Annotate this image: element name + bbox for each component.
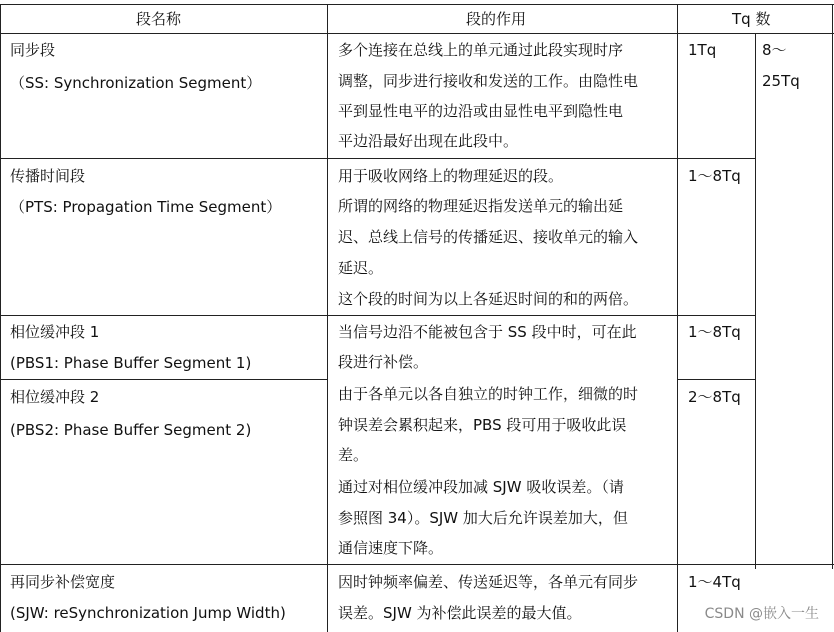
header-name: 段名称 [136,10,182,28]
row2-desc-2: 所谓的网络的物理延迟指发送单元的输出延 [338,197,624,215]
row3-tq: 1～8Tq [688,323,741,341]
row4-desc-2: 钟误差会累积起来，PBS 段可用于吸收此误 [338,416,627,434]
total-tq-line2: 25Tq [762,72,800,90]
row3-desc-1: 当信号边沿不能被包含于 SS 段中时，可在此 [338,323,637,341]
row1-desc-4: 平边沿最好出现在此段中。 [338,132,519,150]
row4-name-en: (PBS2: Phase Buffer Segment 2) [10,421,252,439]
total-tq-line1: 8～ [762,41,787,59]
row1-tq: 1Tq [688,41,717,59]
table-border-left [0,4,1,632]
csdn-watermark: CSDN @嵌入一生 [702,602,822,624]
header-function: 段的作用 [466,10,527,28]
row1-desc-2: 调整，同步进行接收和发送的工作。由隐性电 [338,72,639,90]
row4-tq: 2～8Tq [688,388,741,406]
row4-name-cn: 相位缓冲段 2 [10,388,100,406]
row5-desc-1: 因时钟频率偏差、传送延迟等，各单元有同步 [338,573,639,591]
row4-desc-5: 参照图 34）。SJW 加大后允许误差加大，但 [338,509,628,527]
row5-name-cn: 再同步补偿宽度 [10,573,116,591]
header-divider [0,33,834,34]
row-divider-3b [677,379,755,380]
row2-desc-1: 用于吸收网络上的物理延迟的段。 [338,167,564,185]
table-border-top [0,4,834,5]
header-tq: Tq 数 [732,10,771,28]
row3-name-en: (PBS1: Phase Buffer Segment 1) [10,354,252,372]
row1-name-cn: 同步段 [10,41,56,59]
col-divider-2 [677,4,678,632]
row1-desc-3: 平到显性电平的边沿或由显性电平到隐性电 [338,102,624,120]
row4-desc-6: 通信速度下降。 [338,539,444,557]
row4-desc-3: 差。 [338,446,369,464]
row4-desc-4: 通过对相位缓冲段加减 SJW 吸收误差。（请 [338,478,624,496]
row-divider-1 [0,158,755,159]
col-divider-1 [327,4,328,632]
table-border-right [832,4,833,569]
row2-name-en: （PTS: Propagation Time Segment） [10,198,282,216]
row5-tq: 1～4Tq [688,573,741,591]
row2-desc-5: 这个段的时间为以上各延迟时间的和的两倍。 [338,290,639,308]
row2-desc-4: 延迟。 [338,259,384,277]
row4-desc-1: 由于各单元以各自独立的时钟工作，细微的时 [338,385,639,403]
row-divider-4 [0,564,834,565]
col-divider-3 [755,33,756,569]
row5-name-en: (SJW: reSynchronization Jump Width) [10,604,286,622]
row1-name-en: （SS: Synchronization Segment） [10,74,262,92]
row3-name-cn: 相位缓冲段 1 [10,323,100,341]
row-divider-2 [0,315,755,316]
row3-desc-2: 段进行补偿。 [338,353,429,371]
row-divider-3a [0,379,327,380]
row1-desc-1: 多个连接在总线上的单元通过此段实现时序 [338,41,624,59]
row2-desc-3: 迟、总线上信号的传播延迟、接收单元的输入 [338,228,639,246]
row2-name-cn: 传播时间段 [10,167,86,185]
row5-desc-2: 误差。SJW 为补偿此误差的最大值。 [338,604,582,622]
row2-tq: 1～8Tq [688,167,741,185]
